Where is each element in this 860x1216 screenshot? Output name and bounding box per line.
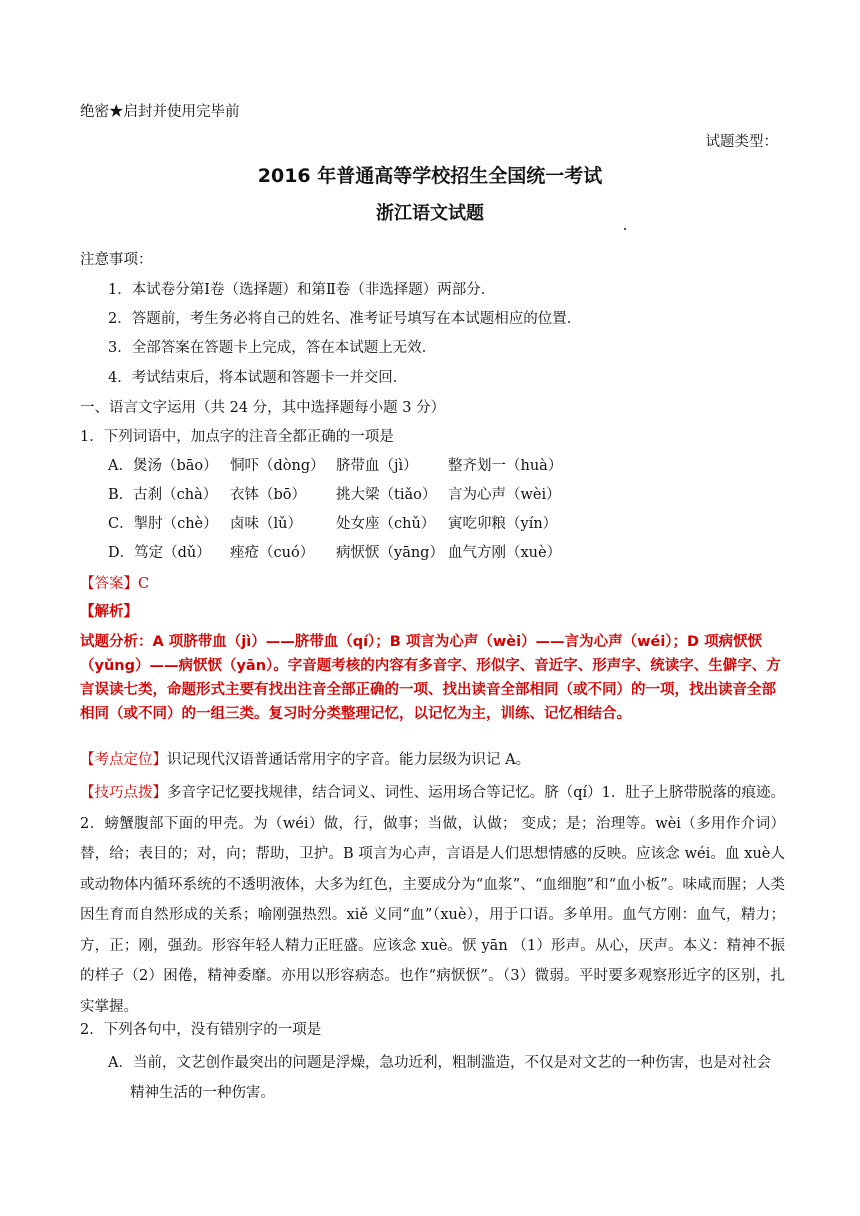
scan-speck — [624, 228, 626, 230]
option-word: 寅吃卯粮（yín） — [448, 516, 558, 532]
option-word: 挑大梁（tiǎo） — [336, 487, 437, 503]
jiqiao-label: 【技巧点拨】 — [80, 785, 168, 801]
kaodian-line — [80, 748, 530, 772]
option-text: A．当前，文艺创作最突出的问题是浮燥，急功近利，粗制滥造，不仅是对文艺的一种伤害，也是对社会精神生活的一种伤害。 — [108, 1055, 771, 1101]
option-word: C．掣肘（chè） — [108, 516, 218, 532]
option-word: 处女座（chǔ） — [336, 516, 436, 532]
jiqiao-paragraph — [80, 778, 785, 1022]
option-word: A．煲汤（bāo） — [108, 458, 218, 474]
section-heading: 一、语言文字运用（共 24 分，其中选择题每小题 3 分） — [80, 400, 446, 416]
top-secret-label: 绝密★启封并使用完毕前 — [80, 104, 240, 120]
question-1-stem: 1．下列词语中，加点字的注音全都正确的一项是 — [80, 429, 394, 445]
notes-heading: 注意事项： — [80, 252, 153, 268]
option-word: 衣钵（bō） — [230, 487, 307, 503]
exam-subtitle: 浙江语文试题 — [376, 203, 484, 224]
question-type-label: 试题类型： — [705, 134, 778, 150]
option-word: 言为心声（wèi） — [448, 487, 561, 503]
question-1-option-c — [108, 514, 557, 534]
note-item: 3．全部答案在答题卡上完成，答在本试题上无效． — [108, 340, 437, 356]
question-2-option-a — [108, 1048, 785, 1108]
analysis-label: 【解析】 — [80, 604, 138, 620]
answer-label: 【答案】C — [80, 576, 150, 592]
option-word: 整齐划一（huà） — [448, 458, 563, 474]
option-word: 恫吓（dòng） — [230, 458, 325, 474]
question-1-option-d — [108, 543, 561, 563]
note-item: 2．答题前，考生务必将自己的姓名、准考证号填写在本试题相应的位置． — [108, 311, 582, 327]
option-word: 血气方刚（xuè） — [448, 545, 562, 561]
option-word: 脐带血（jì） — [336, 458, 418, 474]
option-word: D．笃定（dǔ） — [108, 545, 211, 561]
jiqiao-text: 多音字记忆要找规律，结合词义、词性、运用场合等记忆。脐（qí）1．肚子上脐带脱落的痕迹。2．螃蟹腹部下面的甲壳。为（wéi）做，行，做事；当做，认做； 变成；是；治理等。wèi（多用作介词）替，给；表目的；对，向；帮助，卫护。B 项言为心声，言语是人们思想情感的反映。应该念 wéi。血 xuè人或动物体内循环系统的不透明液体，大多为红色，主要成分为“血浆”、“血细胞”和“血小板”。味咸而腥；人类因生育而自然形成的关系；喻刚强热烈。xiě 义同“血”（xuè），用于口语。多单用。血气方刚：血气，精力；方，正；刚，强劲。形容年轻人精力正旺盛。应该念 xuè。恹 yān （1）形声。从心，厌声。本义：精神不振的样子（2）困倦，精神委靡。亦用以形容病态。也作“病恹恹”。（3）微弱。平时要多观察形近字的区别，扎实掌握。 — [80, 785, 785, 1015]
note-item: 4．考试结束后，将本试题和答题卡一并交回． — [108, 370, 408, 386]
option-word: B．古刹（chà） — [108, 487, 218, 503]
kaodian-label: 【考点定位】 — [80, 752, 167, 768]
analysis-text: 试题分析：A 项脐带血（jì）——脐带血（qí）；B 项言为心声（wèi）——言为心声（wéi）；D 项病恹恹（yǔng）——病恹恹（yān）。字音题考核的内容有多音字、形似字、音近字、形声字、统读字、生僻字、方言误读七类，命题形式主要有找出注音全部正确的一项、找出读音全部相同（或不同）的一项，找出读音全部相同（或不同）的一组三类。复习时分类整理记忆，以记忆为主，训练、记忆相结合。 — [80, 634, 781, 722]
option-word: 痤疮（cuó） — [230, 545, 315, 561]
question-1-option-a — [108, 456, 562, 476]
question-1-option-b — [108, 485, 561, 505]
option-word: 病恹恹（yāng） — [336, 545, 444, 561]
exam-title: 2016 年普通高等学校招生全国统一考试 — [257, 165, 603, 187]
question-2-stem: 2．下列各句中，没有错别字的一项是 — [80, 1022, 322, 1038]
note-item: 1．本试卷分第Ⅰ卷（选择题）和第Ⅱ卷（非选择题）两部分． — [108, 282, 496, 298]
kaodian-text: 识记现代汉语普通话常用字的字音。能力层级为识记 A。 — [167, 752, 531, 768]
option-word: 卤味（lǔ） — [230, 516, 302, 532]
